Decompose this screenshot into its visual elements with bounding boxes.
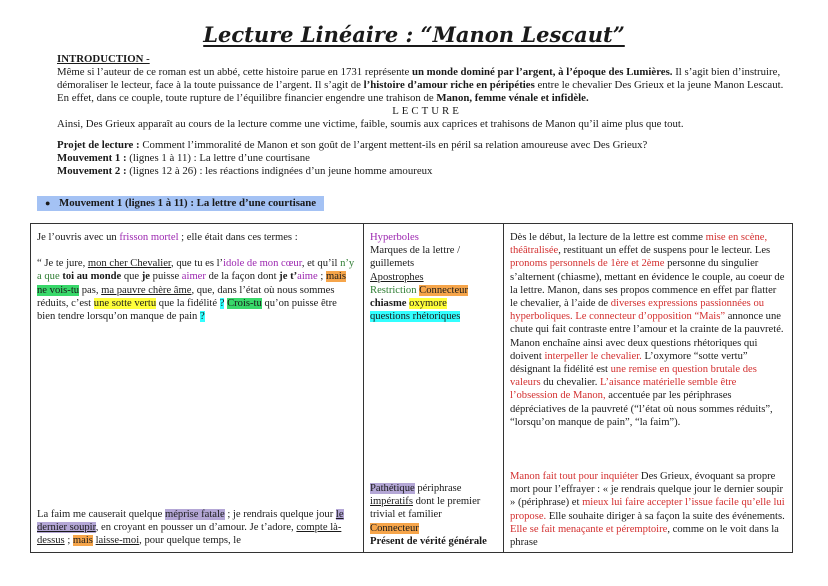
styled-run: mieux lui faire accepter l’issue facile qu’elle lui propose.	[510, 497, 785, 522]
text-run: ;	[64, 535, 73, 547]
text-run: L’oxymore “sotte vertu” désignant la fidélité est	[510, 350, 748, 376]
text-run: annonce une chute qui fait contraste entre l’amour et la crainte de la pauvreté. Manon enchaîne ainsi avec deux questions rhétoriques qui doivent	[510, 311, 784, 362]
styled-run: pronoms personnels de 1ère et 2ème	[510, 258, 665, 270]
styled-run: mon cher Chevalier	[87, 258, 172, 270]
styled-run: Connecteur	[419, 284, 468, 296]
text-run: qu’on puisse être bien tendre lorsqu’on manque de pain	[37, 297, 337, 323]
styled-run: oxymore	[409, 298, 447, 310]
styled-run: compte là-dessus	[37, 522, 342, 547]
projet-text: Comment l’immoralité de Manon et son goût de l’argent mettent-ils en péril sa relation amoureuse avec Des Grieux?	[139, 138, 648, 151]
styled-run: méprise fatale	[164, 509, 225, 520]
procedes-bottom	[370, 482, 498, 548]
analysis-table	[30, 223, 793, 553]
styled-run: Apostrophes	[370, 271, 424, 283]
procede-item	[370, 231, 497, 244]
styled-run: Pathétique	[370, 483, 415, 494]
styled-run: mais	[72, 535, 93, 547]
mouvement-2-text: (lignes 12 à 26) : les réactions indignées d’un jeune homme amoureux	[126, 164, 433, 177]
analysis-top	[510, 231, 786, 429]
styled-run: Le connecteur d’opposition “Mais”	[575, 311, 726, 323]
styled-run: n’y a que	[37, 258, 355, 283]
text-intro-line	[37, 231, 357, 244]
text-run: Marques de la lettre / guillemets	[370, 245, 461, 270]
introduction	[57, 53, 797, 178]
procede-item	[370, 495, 498, 521]
intro-heading: INTRODUCTION -	[57, 53, 150, 65]
styled-run: le dernier soupir	[37, 509, 344, 534]
lecture-word: LECTURE	[392, 105, 462, 118]
mouvement-2-label: Mouvement 2 :	[57, 164, 127, 177]
text-run: ; je rendrais quelque jour	[224, 509, 336, 520]
procede-item	[370, 310, 497, 323]
text-run: Des Grieux, évoquant sa propre mort pour l’effrayer : « je rendrais quelque jour le dernier soupir » (périphrase) et	[510, 471, 784, 509]
text-run: , comme on le voit dans la phrase	[510, 523, 779, 549]
styled-run: mise en scène, théâtralisée	[510, 232, 768, 257]
text-run: Elle souhaite diriger à sa façon la suite des événements.	[546, 510, 785, 522]
styled-run: aime	[297, 271, 318, 283]
text-run: entre le chevalier Des Grieux et la jeune Manon Lescaut. En effet, dans ce couple, toute rupture de l’équilibre financier engendre une trahison de	[57, 79, 784, 105]
text-run: “ Je te jure,	[37, 258, 88, 270]
text-run: périphrase	[414, 483, 462, 494]
styled-run: je	[141, 271, 151, 283]
text-run: La faim me causerait quelque	[37, 509, 165, 520]
intro-paragraph-2: Ainsi, Des Grieux apparaît au cours de la lecture comme une victime, faible, soumis aux caprices et trahisons de Manon qu’il aime plus que tout.	[57, 118, 684, 131]
styled-run: je	[279, 271, 288, 283]
text-run: dont le premier trivial et familier	[370, 496, 481, 521]
styled-run: mais	[325, 271, 346, 283]
text-run: du chevalier.	[540, 377, 601, 389]
styled-run: L’aisance matérielle semble être l’obsession de Manon,	[510, 377, 737, 402]
letter-quote	[37, 257, 357, 323]
styled-run: Restriction	[370, 284, 417, 296]
procede-item	[370, 297, 497, 310]
styled-run: toi au monde	[62, 271, 122, 283]
mouvement-1-line	[57, 152, 797, 165]
procede-item	[370, 535, 498, 548]
styled-run: chiasme	[370, 298, 407, 310]
text-run: ;	[317, 271, 326, 283]
styled-run: ?	[199, 311, 205, 323]
procede-item	[370, 522, 498, 535]
mouvement-1-label: Mouvement 1 :	[57, 151, 127, 164]
styled-run: frisson mortel	[119, 232, 179, 243]
styled-run: idole de mon cœur	[223, 258, 302, 270]
text-run: Même si l’auteur de ce roman est un abbé, cette histoire parue en 1731 représente	[57, 66, 412, 79]
styled-run: aimer	[181, 271, 206, 283]
projet-label: Projet de lecture :	[57, 138, 140, 151]
analysis-bottom	[510, 470, 786, 549]
analysis-column	[504, 224, 792, 552]
text-run: puisse	[150, 271, 182, 283]
text-run: Il s’agit bien d’instruire, démoraliser le lecteur, face à la toute puissance de l’argent. Il s’agit de	[57, 66, 781, 92]
styled-run: une sotte vertu	[93, 297, 157, 309]
styled-run: Hyperboles	[370, 232, 419, 243]
styled-run: ne vois-tu	[37, 284, 80, 296]
letter-continuation	[37, 508, 358, 548]
procede-item	[370, 244, 497, 270]
text-run: de la façon dont	[205, 271, 280, 283]
text-run: pas,	[79, 284, 102, 296]
text-run: , en croyant en pousser un d’amour. Je t’adore,	[95, 522, 297, 534]
document-title: Lecture Linéaire : “Manon Lescaut”	[203, 22, 625, 47]
procedes-top	[370, 231, 497, 323]
projet-line	[57, 139, 797, 152]
section-heading-text: Mouvement 1 (lignes 1 à 11) : La lettre d’une courtisane	[59, 197, 317, 209]
procede-item	[370, 284, 497, 297]
styled-run: questions rhétoriques	[370, 311, 461, 323]
text-run: Je l’ouvris avec un	[37, 232, 120, 243]
intro-paragraph-1	[57, 66, 797, 105]
styled-run: un monde dominé par l’argent, à l’époque des Lumières.	[411, 66, 673, 79]
styled-run: ma pauvre chère âme	[101, 284, 192, 296]
styled-run: Connecteur	[370, 522, 419, 534]
procede-item	[370, 271, 497, 284]
styled-run: une remise en question brutale des valeurs	[510, 364, 757, 389]
text-column	[31, 224, 364, 552]
mouvement-2-line	[57, 165, 797, 178]
bullet-icon: ●	[45, 198, 51, 208]
text-run: , que tu es l’	[171, 258, 224, 270]
text-run: Dès le début, la lecture de la lettre est comme	[510, 232, 706, 243]
styled-run: l’histoire d’amour riche en péripéties	[363, 79, 535, 92]
styled-run: t’	[290, 271, 298, 283]
text-run: , que, dans l’état où nous sommes réduits, c’est	[37, 284, 335, 309]
styled-run: Présent de vérité générale	[370, 535, 487, 547]
styled-run: impératifs	[370, 496, 413, 508]
mouvement-1-text: (lignes 1 à 11) : La lettre d’une courtisane	[126, 151, 310, 164]
text-run: , pour quelque temps, le	[139, 535, 241, 547]
text-run: personne du singulier s’alternent (chiasme), mettant en évidence le couple, au coeur de la lettre. Manon, dans ses propos commence en effet par flatter le chevalier, à l’aide de	[510, 258, 785, 310]
section-heading	[37, 196, 324, 211]
styled-run: diverses expressions passionnées ou hyperboliques.	[510, 298, 765, 323]
text-run: ; elle était dans ces termes :	[178, 232, 298, 243]
text-run: accentuée par les périphrases dépréciatives de la pauvreté (“l’état où nous sommes réduits”, “lorsqu’on manque de pain”, “la faim”).	[510, 390, 773, 428]
text-run: que la fidélité	[156, 297, 220, 309]
styled-run: Elle se fait menaçante et péremptoire	[510, 523, 668, 535]
procede-item	[370, 482, 498, 495]
styled-run: Manon fait tout pour inquiéter	[510, 471, 639, 482]
styled-run: interpeller le chevalier.	[544, 350, 642, 362]
styled-run: Crois-tu	[227, 297, 262, 309]
procedes-column	[364, 224, 504, 552]
styled-run: Manon, femme vénale et infidèle.	[436, 92, 589, 105]
styled-run: ?	[219, 297, 225, 309]
text-run: que	[121, 271, 142, 283]
text-run: , restituant un effet de suspens pour le lecteur. Les	[558, 245, 771, 257]
text-run: , et qu’il	[301, 258, 341, 270]
styled-run: laisse-moi	[95, 535, 140, 547]
